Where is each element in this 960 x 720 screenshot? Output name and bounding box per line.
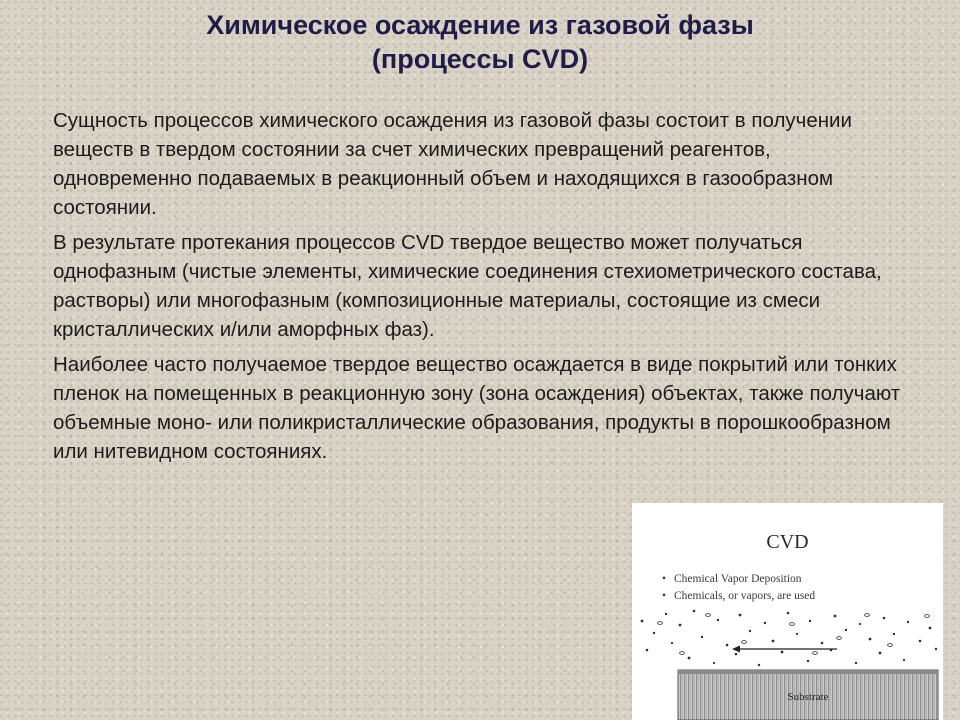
vapor-molecules bbox=[658, 614, 930, 655]
slide-title-line-2: (процессы CVD) bbox=[371, 44, 589, 74]
paragraph-2: В результате протекания процессов CVD твердое вещество может получаться однофазным (чистые элементы, химические соединения стехиометрического состава, растворы) или многофазным (композиционные материалы, состоящие из смеси кристаллических и/или аморфных фаз). bbox=[53, 231, 882, 341]
slide-title-line-1: Химическое осаждение из газовой фазы bbox=[206, 10, 754, 40]
figure-title: CVD bbox=[766, 531, 809, 553]
figure-bullet-2-text: Chemicals, or vapors, are used bbox=[674, 590, 816, 602]
flow-arrow-icon bbox=[732, 646, 837, 653]
slide-title bbox=[0, 8, 960, 76]
vapor-particles bbox=[641, 610, 938, 667]
cvd-figure bbox=[632, 503, 943, 720]
paragraph-3: Наиболее часто получаемое твердое вещество осаждается в виде покрытий или тонких пленок на помещенных в реакционную зону (зона осаждения) объектах, также получают объемные моно- или поликристаллические образования, продукты в порошкообразном или нитевидном состояниях. bbox=[53, 353, 901, 463]
figure-bullet-1-text: Chemical Vapor Deposition bbox=[674, 573, 802, 585]
substrate-label: Substrate bbox=[787, 691, 829, 703]
slide-body bbox=[53, 106, 913, 472]
cvd-diagram bbox=[632, 503, 943, 720]
bullet-icon: • bbox=[662, 573, 667, 585]
bullet-icon: • bbox=[662, 590, 667, 602]
paragraph-1: Сущность процессов химического осаждения из газовой фазы состоит в получении веществ в твердом состоянии за счет химических превращений реагентов, одновременно подаваемых в реакционный объем и находящихся в газообразном состоянии. bbox=[53, 109, 852, 219]
